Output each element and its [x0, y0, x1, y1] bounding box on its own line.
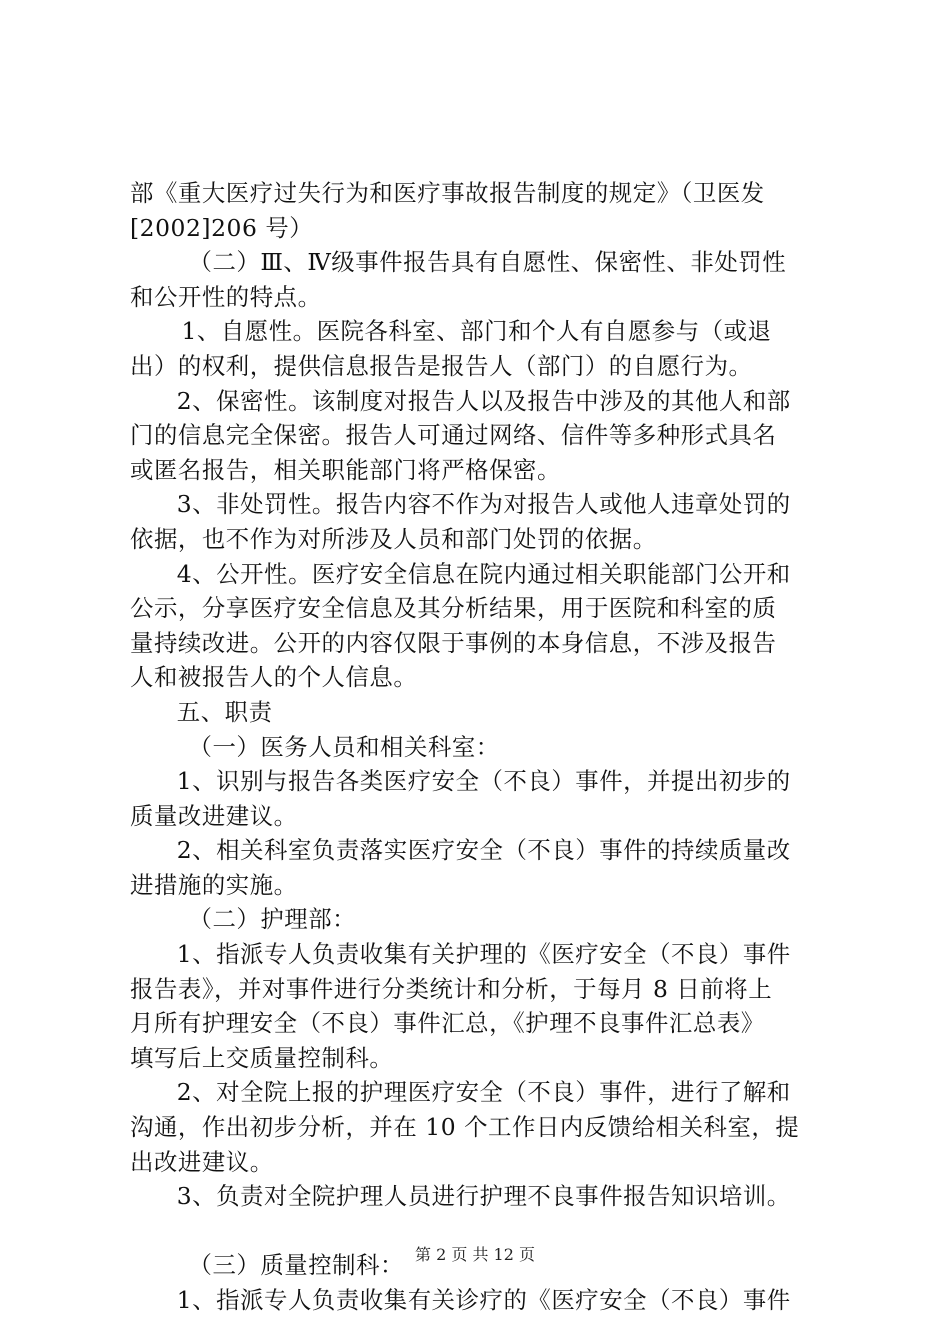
- text-line: （二）Ⅲ、Ⅳ级事件报告具有自愿性、保密性、非处罚性: [188, 248, 787, 277]
- text-line: 2、相关科室负责落实医疗安全（不良）事件的持续质量改: [176, 836, 791, 865]
- text-line: 1、识别与报告各类医疗安全（不良）事件，并提出初步的: [176, 767, 791, 796]
- page-footer: 第 2 页 共 12 页: [415, 1245, 535, 1264]
- text-line: 1、指派专人负责收集有关诊疗的《医疗安全（不良）事件: [176, 1286, 791, 1314]
- text-line: 报告表》，并对事件进行分类统计和分析，于每月 8 日前将上: [130, 974, 773, 1003]
- text-line: 公示，分享医疗安全信息及其分析结果，用于医院和科室的质: [130, 594, 777, 623]
- text-line: 出）的权利，提供信息报告是报告人（部门）的自愿行为。: [130, 351, 753, 380]
- text-line: 2、对全院上报的护理医疗安全（不良）事件，进行了解和: [176, 1078, 791, 1107]
- text-line: 门的信息完全保密。报告人可通过网络、信件等多种形式具名: [130, 421, 777, 450]
- text-line: 2、保密性。该制度对报告人以及报告中涉及的其他人和部: [176, 386, 791, 415]
- text-line: 质量改进建议。: [130, 801, 298, 830]
- text-line: 或匿名报告，相关职能部门将严格保密。: [130, 455, 561, 484]
- text-line: 3、非处罚性。报告内容不作为对报告人或他人违章处罚的: [176, 490, 791, 519]
- text-line: （二）护理部：: [188, 905, 357, 934]
- text-line: 和公开性的特点。: [130, 282, 322, 311]
- text-line: 人和被报告人的个人信息。: [130, 663, 418, 692]
- text-line: （一）医务人员和相关科室：: [188, 732, 500, 761]
- text-line: 部《重大医疗过失行为和医疗事故报告制度的规定》（卫医发: [130, 179, 765, 207]
- text-line: 填写后上交质量控制科。: [130, 1043, 394, 1072]
- text-line: 依据，也不作为对所涉及人员和部门处罚的依据。: [130, 524, 657, 553]
- text-line: 出改进建议。: [130, 1147, 274, 1176]
- text-line: 3、负责对全院护理人员进行护理不良事件报告知识培训。: [176, 1182, 791, 1211]
- text-line: 进措施的实施。: [130, 870, 298, 899]
- text-line: 1、自愿性。医院各科室、部门和个人有自愿参与（或退: [181, 317, 772, 346]
- text-line: 量持续改进。公开的内容仅限于事例的本身信息，不涉及报告: [130, 628, 777, 657]
- text-line: 五、职责: [176, 697, 273, 726]
- text-line: 月所有护理安全（不良）事件汇总，《护理不良事件汇总表》: [130, 1009, 765, 1038]
- text-line: （三）质量控制科：: [188, 1251, 404, 1280]
- text-line: 沟通，作出初步分析，并在 10 个工作日内反馈给相关科室，提: [130, 1113, 800, 1142]
- text-line: 1、指派专人负责收集有关护理的《医疗安全（不良）事件: [176, 940, 791, 969]
- document-body: [130, 176, 830, 1318]
- text-line: [2002]206 号）: [130, 213, 314, 242]
- text-line: 4、公开性。医疗安全信息在院内通过相关职能部门公开和: [176, 559, 791, 588]
